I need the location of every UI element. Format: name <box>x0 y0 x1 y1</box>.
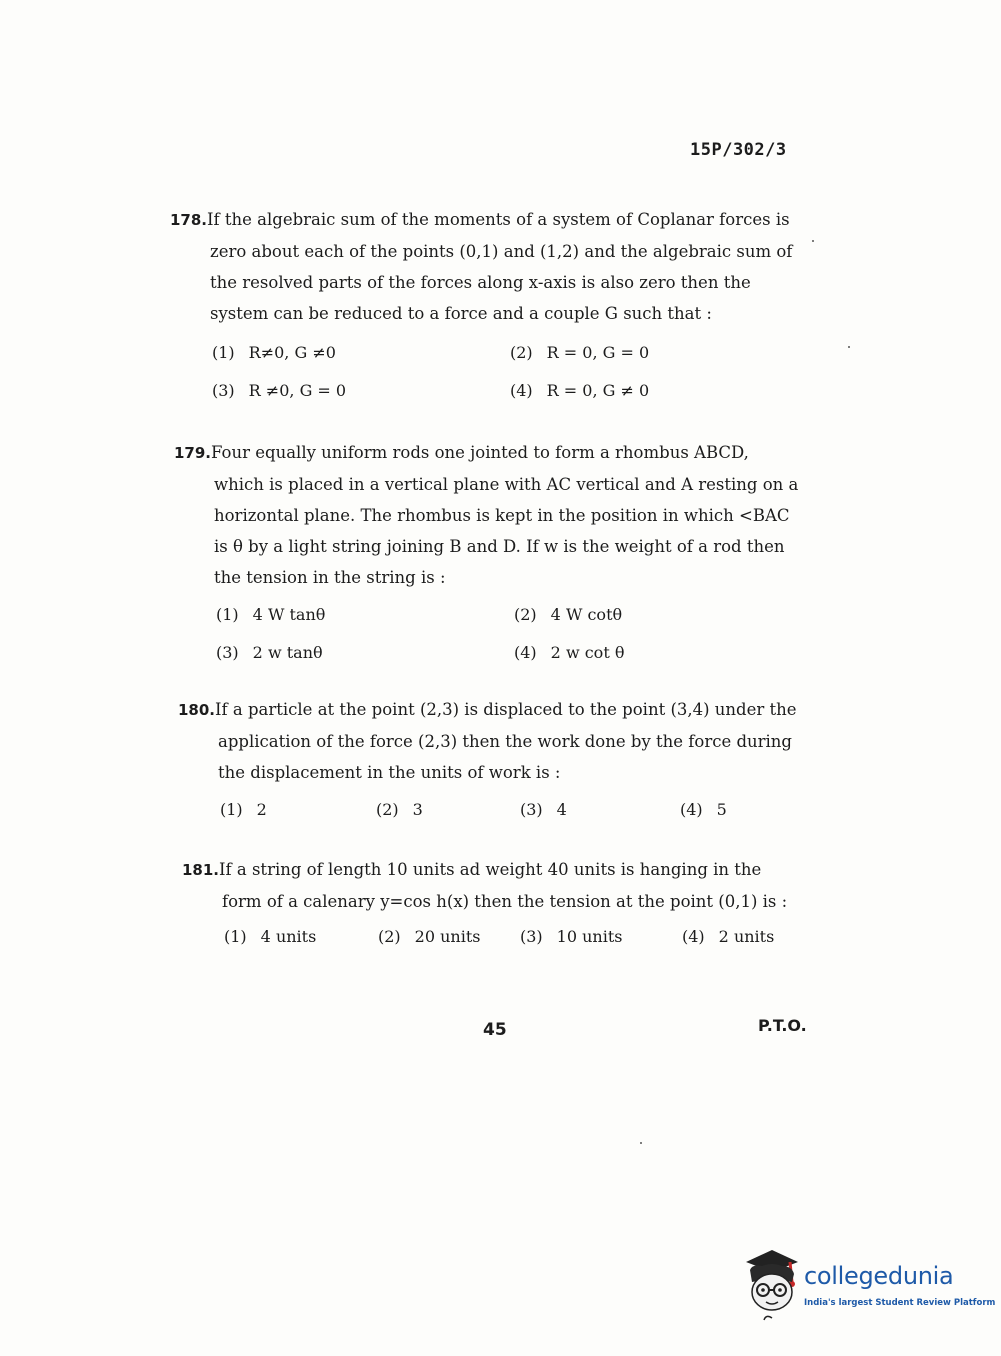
scan-speck <box>640 1142 642 1144</box>
option-4: (4) R = 0, G ≠ 0 <box>510 381 650 400</box>
option-1: (1) 4 units <box>224 927 317 946</box>
option-3: (3) 2 w tanθ <box>216 643 323 662</box>
scan-speck <box>848 346 850 348</box>
page-number: 45 <box>483 1020 507 1040</box>
option-4: (4) 2 w cot θ <box>514 643 625 662</box>
collegedunia-watermark <box>742 1248 996 1328</box>
question-number: 181. <box>182 861 220 879</box>
question-line: the displacement in the units of work is : <box>218 763 561 782</box>
question-line: the tension in the string is : <box>214 568 446 587</box>
option-2: (2) R = 0, G = 0 <box>510 343 650 362</box>
question-179 <box>174 437 814 675</box>
option-2: (2) 3 <box>376 800 423 819</box>
brand-tagline: India's largest Student Review Platform <box>804 1298 996 1308</box>
option-1: (1) 2 <box>220 800 267 819</box>
question-number: 178. <box>170 211 208 229</box>
question-line: system can be reduced to a force and a couple G such that : <box>210 304 712 323</box>
option-3: (3) 4 <box>520 800 567 819</box>
question-line: zero about each of the points (0,1) and (1,2) and the algebraic sum of <box>210 242 793 261</box>
option-1: (1) 4 W tanθ <box>216 605 326 624</box>
question-line: If the algebraic sum of the moments of a system of Coplanar forces is <box>207 210 790 229</box>
question-line: If a particle at the point (2,3) is displaced to the point (3,4) under the <box>215 700 797 719</box>
question-line: application of the force (2,3) then the work done by the force during <box>218 732 792 751</box>
question-number: 180. <box>178 701 216 719</box>
question-180 <box>178 694 818 832</box>
question-line: which is placed in a vertical plane with AC vertical and A resting on a <box>214 475 799 494</box>
brand-name: collegedunia <box>804 1262 954 1290</box>
question-line: form of a calenary y=cos h(x) then the tension at the point (0,1) is : <box>222 892 788 911</box>
paper-code: 15P/302/3 <box>690 140 787 160</box>
scan-speck <box>812 240 814 242</box>
question-line: If a string of length 10 units ad weight 40 units is hanging in the <box>219 860 762 879</box>
mascot-icon <box>742 1248 802 1326</box>
option-1: (1) R≠0, G ≠0 <box>212 343 336 362</box>
option-4: (4) 2 units <box>682 927 775 946</box>
question-line: Four equally uniform rods one jointed to form a rhombus ABCD, <box>211 443 749 462</box>
option-3: (3) R ≠0, G = 0 <box>212 381 347 400</box>
option-2: (2) 4 W cotθ <box>514 605 623 624</box>
question-number: 179. <box>174 444 212 462</box>
question-181 <box>182 854 822 959</box>
option-4: (4) 5 <box>680 800 727 819</box>
option-2: (2) 20 units <box>378 927 481 946</box>
option-3: (3) 10 units <box>520 927 623 946</box>
question-line: is θ by a light string joining B and D. If w is the weight of a rod then <box>214 537 785 556</box>
question-line: the resolved parts of the forces along x-axis is also zero then the <box>210 273 751 292</box>
pto-label: P.T.O. <box>758 1016 807 1035</box>
question-line: horizontal plane. The rhombus is kept in the position in which <BAC <box>214 506 790 525</box>
question-178 <box>170 204 810 413</box>
